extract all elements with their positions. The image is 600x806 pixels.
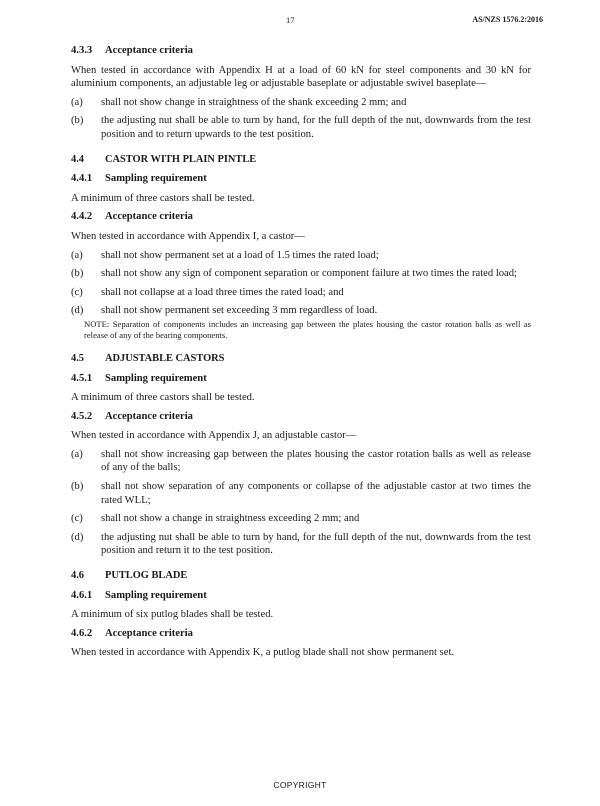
list-item: (d) the adjusting nut shall be able to turn by hand, for the full depth of the nut, downwards from the test position and return it to the test position. (71, 531, 531, 557)
heading-4-5-1: 4.5.1 Sampling requirement (71, 372, 207, 384)
heading-4-3-3: 4.3.3 Acceptance criteria (71, 45, 193, 56)
list-item: (b) shall not show any sign of component separation or component failure at two times the rated load; (71, 268, 517, 280)
list-item: (d) shall not show permanent set exceeding 3 mm regardless of load. (71, 305, 378, 317)
document-body (71, 40, 531, 660)
list-item: (b) shall not show separation of any components or collapse of the adjustable castor at two times the rated WLL; (71, 481, 531, 506)
heading-4-5: 4.5 ADJUSTABLE CASTORS (71, 352, 225, 364)
list-item: (c) shall not collapse at a load three times the rated load; and (71, 286, 344, 298)
paragraph-4-5-2-intro: When tested in accordance with Appendix J, an adjustable castor— (71, 430, 357, 442)
list-item: (b) the adjusting nut shall be able to turn by hand, for the full depth of the nut, downwards from the test position and to return upwards to the test position. (71, 115, 531, 140)
note-4-4-2: NOTE: Separation of components includes an increasing gap between the plates housing the castor rotation balls as well as release of any of the bearing components. (84, 318, 531, 341)
paragraph-4-6-1: A minimum of six putlog blades shall be tested. (71, 609, 274, 621)
page-number: 17 (286, 15, 295, 25)
standard-identifier: AS/NZS 1576.2:2016 (472, 15, 543, 24)
list-item: (a) shall not show increasing gap between the plates housing the castor rotation balls as well as release of any of the balls; (71, 448, 531, 474)
heading-4-4: 4.4 CASTOR WITH PLAIN PINTLE (71, 153, 257, 165)
list-item: (a) shall not show permanent set at a load of 1.5 times the rated load; (71, 249, 379, 261)
heading-4-5-2: 4.5.2 Acceptance criteria (71, 410, 193, 422)
heading-4-6-1: 4.6.1 Sampling requirement (71, 589, 207, 601)
paragraph-4-4-2-intro: When tested in accordance with Appendix I, a castor— (71, 230, 305, 242)
copyright-footer: COPYRIGHT (273, 780, 327, 790)
page-header (0, 15, 600, 29)
heading-4-6: 4.6 PUTLOG BLADE (71, 570, 188, 582)
heading-4-6-2: 4.6.2 Acceptance criteria (71, 627, 193, 639)
heading-4-4-1: 4.4.1 Sampling requirement (71, 173, 207, 185)
paragraph-4-3-3-intro: When tested in accordance with Appendix H at a load of 60 kN for steel components and 30 kN for aluminium components, an adjustable leg or adjustable baseplate or adjustable swivel baseplate— (71, 64, 531, 90)
list-item: (c) shall not show a change in straightness exceeding 2 mm; and (71, 513, 360, 525)
heading-4-4-2: 4.4.2 Acceptance criteria (71, 211, 193, 223)
list-item: (a) shall not show change in straightness of the shank exceeding 2 mm; and (71, 96, 407, 108)
paragraph-4-6-2: When tested in accordance with Appendix K, a putlog blade shall not show permanent set. (71, 647, 455, 659)
paragraph-4-4-1: A minimum of three castors shall be tested. (71, 192, 255, 204)
paragraph-4-5-1: A minimum of three castors shall be tested. (71, 392, 255, 404)
